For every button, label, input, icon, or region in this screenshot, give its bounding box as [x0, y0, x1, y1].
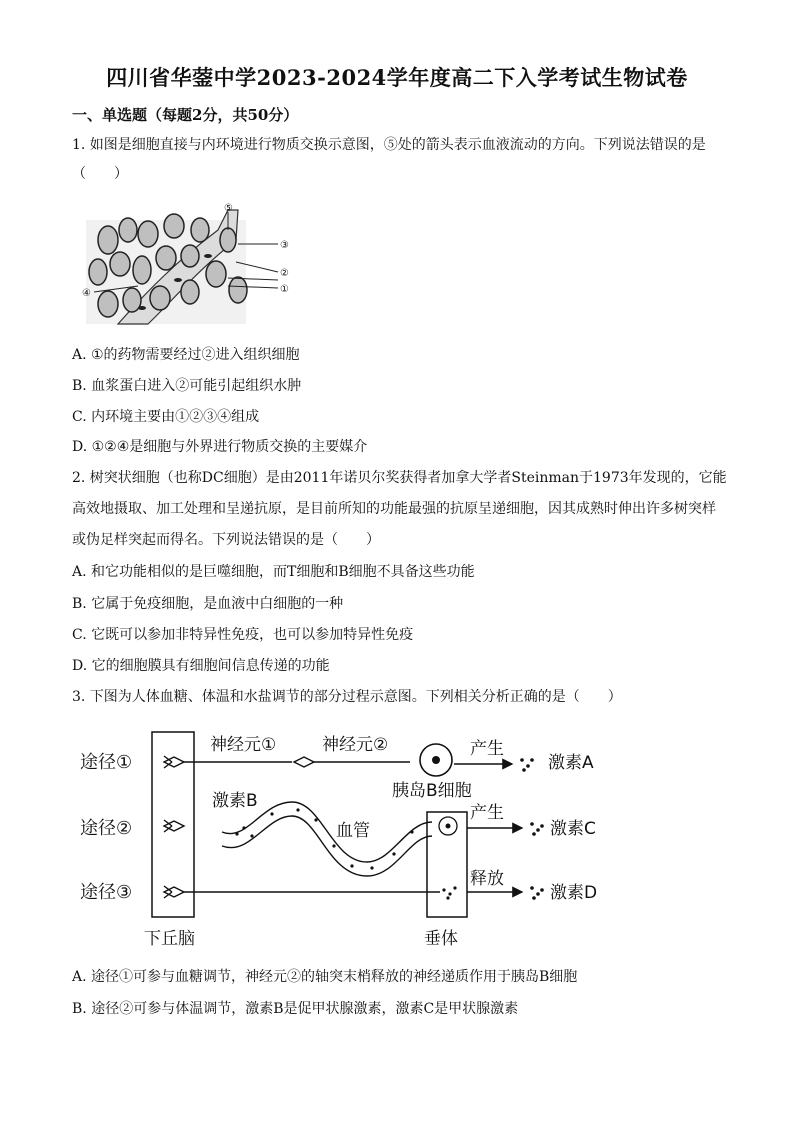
q3-option-a[interactable]: A. 途径①可参与血糖调节，神经元②的轴突末梢释放的神经递质作用于胰岛B细胞 — [72, 969, 578, 985]
q1-stem-line1: 1. 如图是细胞直接与内环境进行物质交换示意图，⑤处的箭头表示血液流动的方向。下列说法错误的是 — [72, 137, 706, 153]
q2-option-d[interactable]: D. 它的细胞膜具有细胞间信息传递的功能 — [72, 658, 330, 674]
q2-stem-line1: 2. 树突状细胞（也称DC细胞）是由2011年诺贝尔奖获得者加拿大学者Steinman于1973年发现的，它能 — [72, 470, 727, 486]
neuron-2-label: 神经元② — [322, 735, 389, 755]
route-3-label: 途径③ — [80, 882, 133, 903]
produce-label-1: 产生 — [470, 739, 504, 759]
hormone-c-label: 激素C — [550, 819, 596, 839]
q1-option-b[interactable]: B. 血浆蛋白进入②可能引起组织水肿 — [72, 378, 302, 394]
islet-b-cell-label: 胰岛B细胞 — [392, 781, 472, 801]
route-1-label: 途径① — [80, 752, 133, 773]
route-2-label: 途径② — [80, 818, 133, 839]
q3-regulation-diagram — [72, 722, 632, 958]
q2-stem-line3: 或伪足样突起而得名。下列说法错误的是（ ） — [72, 532, 380, 548]
q3-stem: 3. 下图为人体血糖、体温和水盐调节的部分过程示意图。下列相关分析正确的是（ ） — [72, 689, 622, 705]
q1-option-c[interactable]: C. 内环境主要由①②③④组成 — [72, 409, 260, 425]
fig-label-2: ② — [280, 268, 289, 279]
fig-label-4: ④ — [82, 288, 91, 299]
fig-label-1: ① — [280, 284, 289, 295]
q2-option-c[interactable]: C. 它既可以参加非特异性免疫，也可以参加特异性免疫 — [72, 627, 414, 643]
produce-label-2: 产生 — [470, 803, 504, 823]
q3-option-b[interactable]: B. 途径②可参与体温调节，激素B是促甲状腺激素，激素C是甲状腺激素 — [72, 1001, 519, 1017]
pituitary-label: 垂体 — [424, 929, 458, 949]
q1-cell-figure — [78, 200, 304, 330]
hypothalamus-box — [152, 732, 194, 917]
hormone-b-label: 激素B — [212, 791, 258, 811]
fig-label-top: ⑤ — [224, 203, 233, 214]
q2-option-a[interactable]: A. 和它功能相似的是巨噬细胞，而T细胞和B细胞不具备这些功能 — [72, 564, 475, 580]
q1-option-d[interactable]: D. ①②④是细胞与外界进行物质交换的主要媒介 — [72, 439, 368, 455]
hypothalamus-label: 下丘脑 — [144, 929, 195, 949]
vessel-label: 血管 — [336, 821, 370, 841]
hormone-a-label: 激素A — [548, 753, 594, 773]
blood-vessel — [222, 802, 432, 862]
q2-option-b[interactable]: B. 它属于免疫细胞，是血液中白细胞的一种 — [72, 596, 344, 612]
q2-stem-line2: 高效地摄取、加工处理和呈递抗原，是目前所知的功能最强的抗原呈递细胞，因其成熟时伸出许多树突样 — [72, 501, 716, 517]
fig-label-3: ③ — [280, 240, 289, 251]
q1-option-a[interactable]: A. ①的药物需要经过②进入组织细胞 — [72, 347, 300, 363]
section-heading: 一、单选题（每题2分，共50分） — [72, 106, 299, 124]
neuron-1-label: 神经元① — [210, 735, 277, 755]
q1-stem-line2: （ ） — [72, 166, 128, 182]
page-title: 四川省华蓥中学2023-2024学年度高二下入学考试生物试卷 — [106, 65, 688, 90]
release-label: 释放 — [470, 869, 504, 889]
hormone-d-label: 激素D — [550, 883, 598, 903]
